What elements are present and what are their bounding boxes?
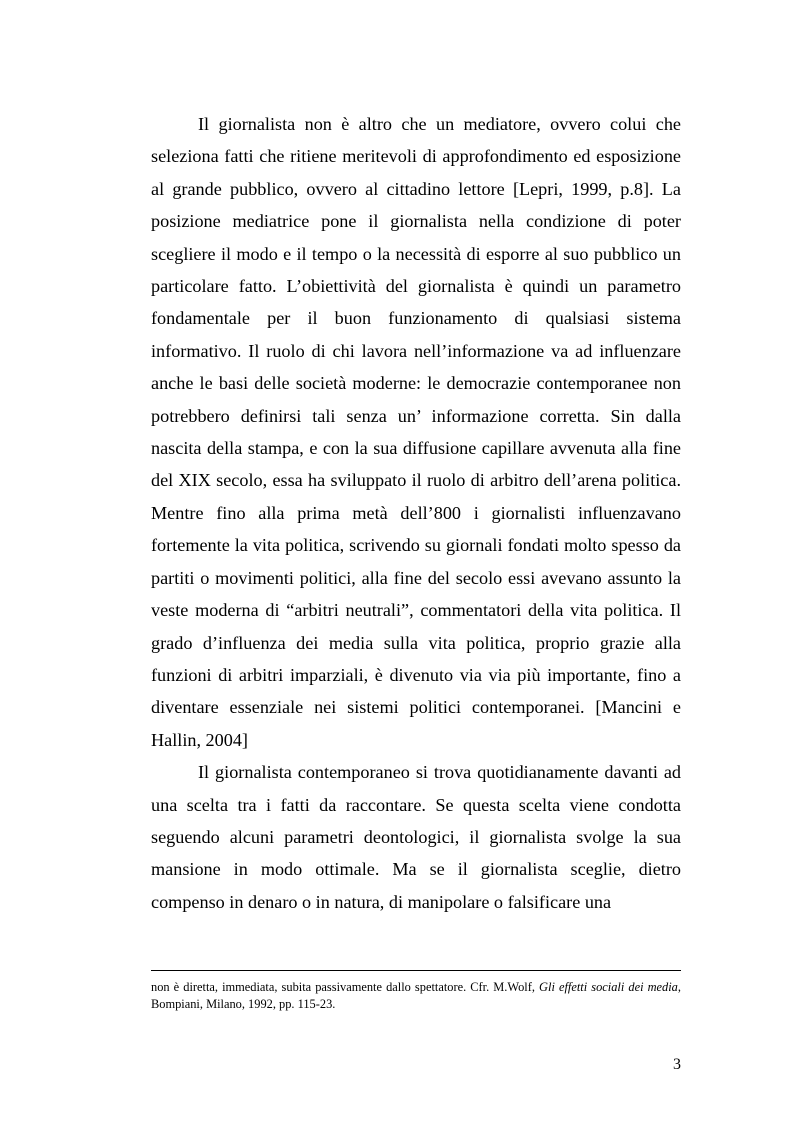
paragraph-2: Il giornalista contemporaneo si trova quotidianamente davanti ad una scelta tra i fatti da raccontare. Se questa scelta viene condotta seguendo alcuni parametri deontologici, il giornalista svolge la sua mansione in modo ottimale. Ma se il giornalista sceglie, dietro compenso in denaro o in natura, di manipolare o falsificare una [151, 762, 681, 912]
paragraph-1: Il giornalista non è altro che un mediatore, ovvero colui che seleziona fatti che ritiene meritevoli di approfondimento ed esposizione al grande pubblico, ovvero al cittadino lettore [Lepri, 1999, p.8]. La posizione mediatrice pone il giornalista nella condizione di poter scegliere il modo e il tempo o la necessità di esporre al suo pubblico un particolare fatto. L’obiettività del giornalista è quindi un parametro fondamentale per il buon funzionamento di qualsiasi sistema informativo. Il ruolo di chi lavora nell’informazione va ad influenzare anche le basi delle società moderne: le democrazie contemporanee non potrebbero definirsi tali senza un’ informazione corretta. Sin dalla nascita della stampa, e con la sua diffusione capillare avvenuta alla fine del XIX secolo, essa ha sviluppato il ruolo di arbitro dell’arena politica. Mentre fino alla prima metà dell’800 i giornalisti influenzavano fortemente la vita politica, scrivendo su giornali fondati molto spesso da partiti o movimenti politici, alla fine del secolo essi avevano assunto la veste moderna di “arbitri neutrali”, commentatori della vita politica. Il grado d’influenza dei media sulla vita politica, proprio grazie alla funzioni di arbitri imparziali, è divenuto via via più importante, fino a diventare essenziale nei sistemi politici contemporanei. [Mancini e Hallin, 2004] [151, 114, 681, 750]
body-text [151, 108, 681, 918]
footnote [151, 979, 681, 1013]
footnote-text-before: non è diretta, immediata, subita passivamente dallo spettatore. Cfr. M.Wolf, [151, 980, 540, 994]
page-number: 3 [673, 1056, 681, 1073]
footnote-separator [151, 970, 681, 971]
footnote-text-after: , Bompiani, Milano, 1992, pp. 115-23. [151, 980, 681, 1011]
footnote-title: Gli effetti sociali dei media [539, 980, 678, 994]
